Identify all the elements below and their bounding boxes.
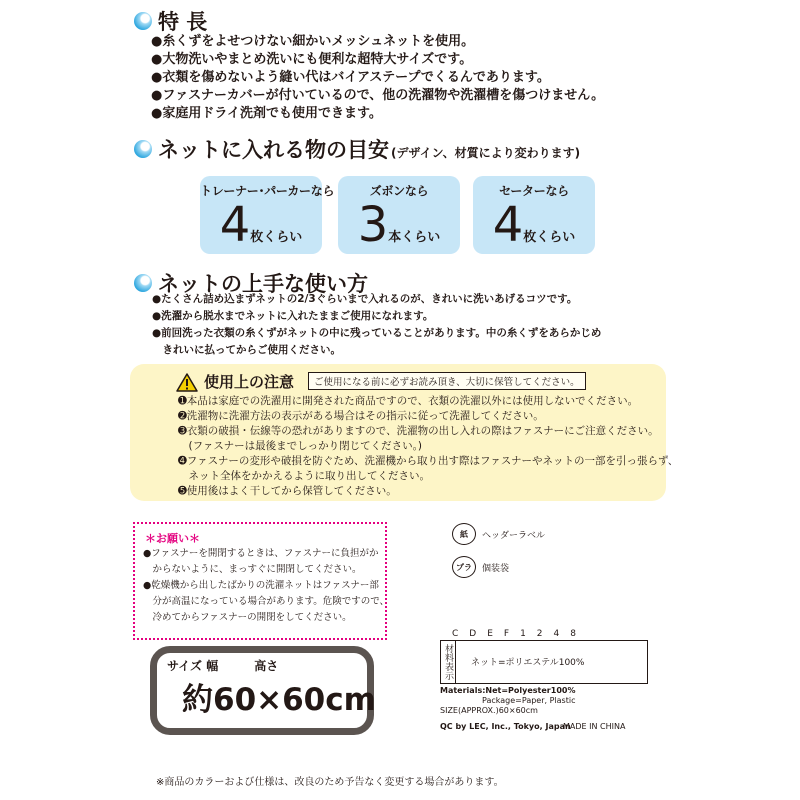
material-side-label: 材料表示 — [441, 641, 456, 683]
caution-line: ➌衣類の破損・伝線等の恐れがありますので、洗濯物の出し入れの際はファスナーにご注意ください。 — [178, 425, 659, 437]
caution-title: 使用上の注意 — [204, 373, 295, 391]
size-en: SIZE(APPROX.)60×60cm — [440, 706, 538, 715]
feature-item: ●ファスナーカバーが付いているので、他の洗濯物や洗濯槽を傷つけません。 — [151, 88, 605, 103]
request-line: からないように、まっすぐに開閉してください。 — [143, 564, 362, 575]
howto-item: きれいに払ってからご使用ください。 — [152, 344, 341, 356]
size-box — [150, 646, 374, 735]
caution-line: ➎使用後はよく干してから保管してください。 — [178, 485, 397, 497]
howto-item: ●洗濯から脱水までネットに入れたままご使用になれます。 — [152, 310, 434, 322]
caution-panel — [130, 364, 679, 501]
package-en: Package=Paper, Plastic — [482, 696, 576, 705]
caution-line: ➊本品は家庭での洗濯用に開発された商品ですので、衣類の洗濯以外には使用しないでください。 — [178, 395, 639, 407]
recycle-paper: 紙 ヘッダーラベル — [452, 523, 545, 545]
bulb-icon — [134, 274, 152, 292]
features-title: 特 長 — [134, 6, 207, 36]
feature-item: ●糸くずをよせつけない細かいメッシュネットを使用。 — [151, 34, 475, 49]
request-box — [133, 522, 390, 640]
qc-en: QC by LEC, Inc., Tokyo, Japan — [440, 722, 571, 731]
features-list — [151, 33, 604, 123]
feature-item: ●家庭用ドライ洗剤でも使用できます。 — [151, 106, 382, 121]
card-number: 3 — [357, 197, 389, 253]
howto-item: ●前回洗った衣類の糸くずがネットの中に残っていることがあります。中の糸くずをあらかじめ — [152, 327, 602, 339]
bulb-icon — [134, 140, 152, 158]
request-line: 分が高温になっている場合があります。危険ですので、 — [143, 596, 390, 607]
made-in-en: MADE IN CHINA — [563, 722, 626, 731]
card-number: 4 — [219, 197, 251, 253]
guide-card-pants: ズボンなら 3本くらい — [338, 176, 460, 254]
paper-recycle-icon: 紙 — [452, 523, 476, 545]
caution-line: ➍ファスナーの変形や破損を防ぐため、洗濯機から取り出す際はファスナーやネットの一部を引っ張らず、 — [178, 455, 679, 467]
guide-card-sweater-hoodie: トレーナー･パーカーなら 4枚くらい — [200, 176, 322, 254]
size-value: 約60×60cm — [182, 682, 376, 718]
caution-line: (ファスナーは最後までしっかり閉じてください。) — [178, 440, 423, 452]
recycle-plastic: プラ 個装袋 — [452, 556, 509, 578]
bulb-icon — [134, 12, 152, 30]
howto-item: ●たくさん詰め込まずネットの2/3ぐらいまで入れるのが、きれいに洗いあげるコツです。 — [152, 293, 578, 305]
material-text: ネット=ポリエステル100% — [471, 658, 585, 668]
product-code: C D E F 1 2 4 8 — [452, 629, 577, 639]
howto-list — [152, 291, 601, 359]
guide-card-sweater: セーターなら 4枚くらい — [473, 176, 595, 254]
feature-item: ●衣類を傷めないよう縫い代はバイアステープでくるんであります。 — [151, 70, 550, 85]
request-line: ●乾燥機から出したばかりの洗濯ネットはファスナー部 — [143, 580, 379, 591]
caution-notice: ご使用になる前に必ずお読み頂き、大切に保管してください。 — [308, 372, 586, 390]
footnote: ※商品のカラーおよび仕様は、改良のため予告なく変更する場合があります。 — [156, 777, 504, 788]
request-line: 冷めてからファスナーの開閉をしてください。 — [143, 612, 352, 623]
feature-item: ●大物洗いやまとめ洗いにも便利な超特大サイズです。 — [151, 52, 473, 67]
caution-line: ネット全体をかかえるように取り出してください。 — [178, 470, 430, 482]
card-number: 4 — [492, 197, 524, 253]
howto-title: ネットの上手な使い方 — [134, 268, 368, 298]
size-label: サイズ 幅 高さ — [167, 659, 279, 673]
materials-en: Materials:Net=Polyester100% — [440, 686, 576, 695]
request-title: ＊お願い＊ — [145, 532, 200, 545]
material-table — [440, 640, 648, 684]
plastic-recycle-icon: プラ — [452, 556, 476, 578]
warning-icon — [176, 373, 198, 392]
caution-line: ➋洗濯物に洗濯方法の表示がある場合はその指示に従って洗濯してください。 — [178, 410, 544, 422]
guide-title: ネットに入れる物の目安 (デザイン、材質により変わります) — [134, 134, 580, 164]
request-line: ●ファスナーを開閉するときは、ファスナーに負担がか — [143, 548, 379, 559]
